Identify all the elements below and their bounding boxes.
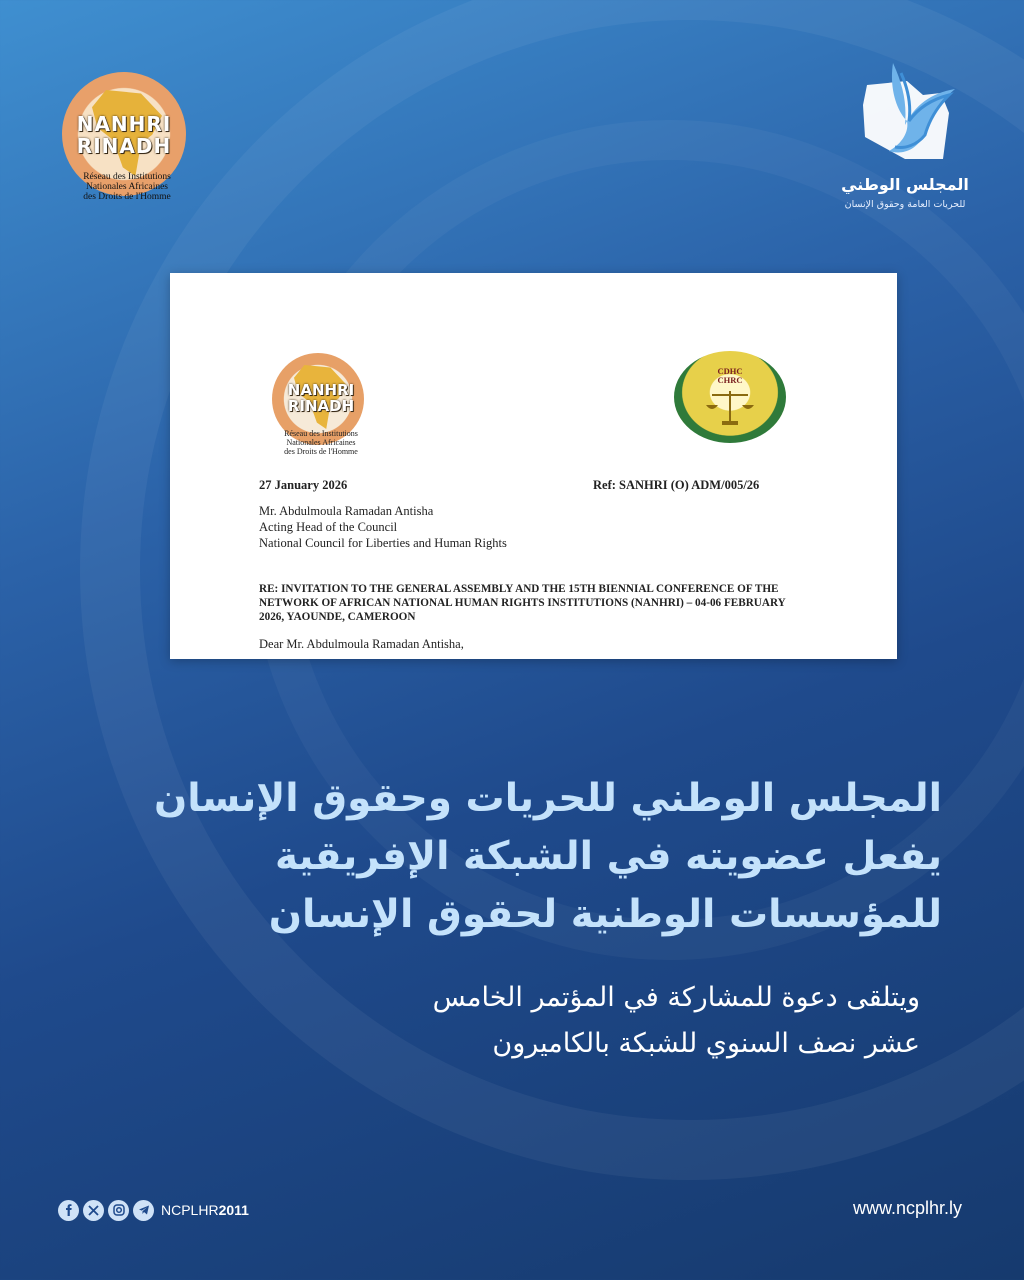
subject-line: 2026, YAOUNDE, CAMEROON — [259, 611, 416, 623]
recipient-name: Mr. Abdulmoula Ramadan Antisha — [259, 504, 434, 518]
recipient-title: Acting Head of the Council — [259, 520, 398, 534]
letter-logo-sub-line: Nationales Africaines — [286, 438, 356, 447]
handle-prefix: NCPLHR — [161, 1202, 219, 1218]
recipient-organization: National Council for Liberties and Human Rights — [259, 536, 507, 550]
subject-line: NETWORK OF AFRICAN NATIONAL HUMAN RIGHTS INSTITUTIONS (NANHRI) – 04-06 FEBRUARY — [259, 597, 786, 609]
rinadh-logo-name: RINADH — [76, 134, 172, 158]
social-handle — [161, 1202, 249, 1218]
council-name: المجلس الوطني — [841, 175, 969, 194]
nanhri-sub-line: Réseau des Institutions — [83, 172, 171, 182]
subheadline — [150, 975, 920, 1067]
headline-line: للمؤسسات الوطنية لحقوق الإنسان — [268, 892, 942, 937]
council-logo — [835, 55, 975, 220]
nanhri-sub-line: des Droits de l'Homme — [83, 192, 171, 202]
headline — [120, 770, 942, 944]
handle-suffix: 2011 — [218, 1202, 249, 1218]
instagram-icon[interactable] — [108, 1200, 129, 1221]
letter-salutation: Dear Mr. Abdulmoula Ramadan Antisha, — [259, 637, 464, 651]
telegram-icon[interactable] — [133, 1200, 154, 1221]
letter-logo-name-fr: RINADH — [287, 397, 355, 415]
subheadline-line: ويتلقى دعوة للمشاركة في المؤتمر الخامس — [432, 982, 920, 1013]
dove-map-icon — [845, 55, 965, 170]
letter-logo-subtitle — [258, 429, 384, 456]
social-links — [58, 1199, 249, 1221]
letter-reference: Ref: SANHRI (O) ADM/005/26 — [593, 478, 760, 492]
letter-subject — [259, 582, 789, 624]
letter-logo-sub-line: des Droits de l'Homme — [284, 447, 358, 456]
seal-abbr-en: CHRC — [717, 375, 743, 385]
nanhri-logo — [52, 68, 202, 213]
cameroon-hrc-seal — [674, 351, 786, 443]
nanhri-sub-line: Nationales Africaines — [85, 182, 169, 192]
nanhri-logo-name: NANHRI — [76, 112, 172, 136]
seal-abbr-fr: CDHC — [717, 366, 743, 376]
subject-line: RE: INVITATION TO THE GENERAL ASSEMBLY AND THE 15TH BIENNIAL CONFERENCE OF THE — [259, 583, 779, 595]
council-subtitle: للحريات العامة وحقوق الإنسان — [844, 199, 966, 210]
letter-logo-name: NANHRI — [287, 381, 355, 399]
website-link[interactable]: www.ncplhr.ly — [852, 1198, 962, 1218]
nanhri-logo-subtitle — [52, 172, 202, 202]
letter-logo-sub-line: Réseau des Institutions — [284, 429, 358, 438]
invitation-letter — [170, 273, 897, 659]
headline-line: يفعل عضويته في الشبكة الإفريقية — [274, 834, 942, 879]
letter-recipient-address — [259, 503, 507, 551]
letter-nanhri-logo — [258, 349, 384, 457]
facebook-icon[interactable] — [58, 1200, 79, 1221]
headline-line: المجلس الوطني للحريات وحقوق الإنسان — [153, 776, 942, 821]
subheadline-line: عشر نصف السنوي للشبكة بالكاميرون — [492, 1028, 920, 1059]
scales-of-justice-icon — [674, 351, 786, 443]
letter-date: 27 January 2026 — [259, 478, 348, 492]
x-icon[interactable] — [83, 1200, 104, 1221]
